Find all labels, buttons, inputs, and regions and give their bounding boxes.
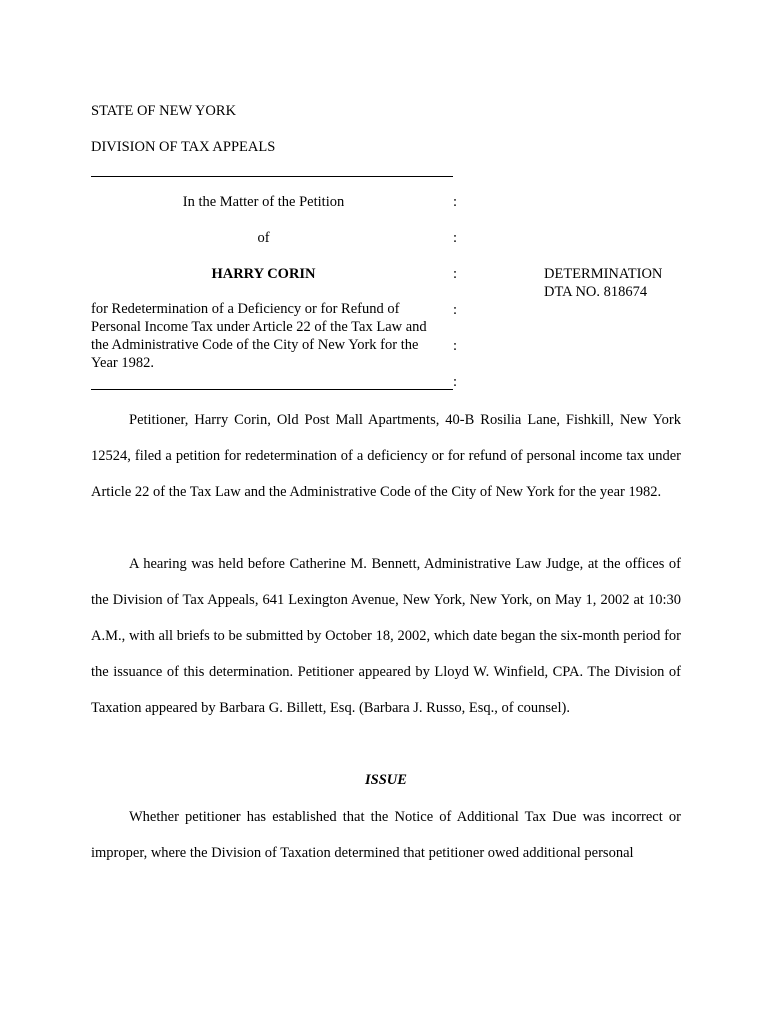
caption-colon: : [453, 302, 458, 318]
paragraph-hearing: A hearing was held before Catherine M. Bennett, Administrative Law Judge, at the offices of the Division of Tax Appeals, 641 Lexington Avenue, New York, New York, on May 1, 2002 at 10:30 A.M., with all briefs to be submitted by October 18, 2002, which date began the six-month period for the issuance of this determination. Petitioner appeared by Lloyd W. Winfield, CPA. The Division of Taxation appeared by Barbara G. Billett, Esq. (Barbara J. Russo, Esq., of counsel). [91, 556, 681, 716]
dta-number: DTA NO. 818674 [544, 284, 648, 300]
caption-colon: : [453, 230, 458, 246]
determination-label: DETERMINATION [544, 266, 663, 282]
petitioner-name: HARRY CORIN [211, 266, 316, 282]
paragraph-issue: Whether petitioner has established that the Notice of Additional Tax Due was incorrect or improper, where the Division of Taxation determined that petitioner owed additional personal [91, 809, 681, 861]
issue-heading: ISSUE [365, 772, 407, 788]
state-heading: STATE OF NEW YORK [91, 103, 237, 119]
caption-colon: : [453, 266, 458, 282]
caption-bottom-rule [91, 389, 453, 390]
division-heading: DIVISION OF TAX APPEALS [91, 139, 276, 155]
matter-line: In the Matter of the Petition [182, 194, 345, 210]
caption-top-rule [91, 176, 453, 177]
caption-purpose: for Redetermination of a Deficiency or for Refund of Personal Income Tax under Article 22 of the Tax Law and the Administrative Code of the City of New York for the Year 1982. [91, 301, 427, 371]
caption-colon: : [453, 338, 458, 354]
of-line: of [257, 230, 270, 246]
caption-colon: : [453, 374, 458, 390]
caption-colon: : [453, 194, 458, 210]
paragraph-petitioner: Petitioner, Harry Corin, Old Post Mall Apartments, 40-B Rosilia Lane, Fishkill, New York 12524, filed a petition for redetermination of a deficiency or for refund of personal income tax under Article 22 of the Tax Law and the Administrative Code of the City of New York for the year 1982. [91, 412, 681, 500]
